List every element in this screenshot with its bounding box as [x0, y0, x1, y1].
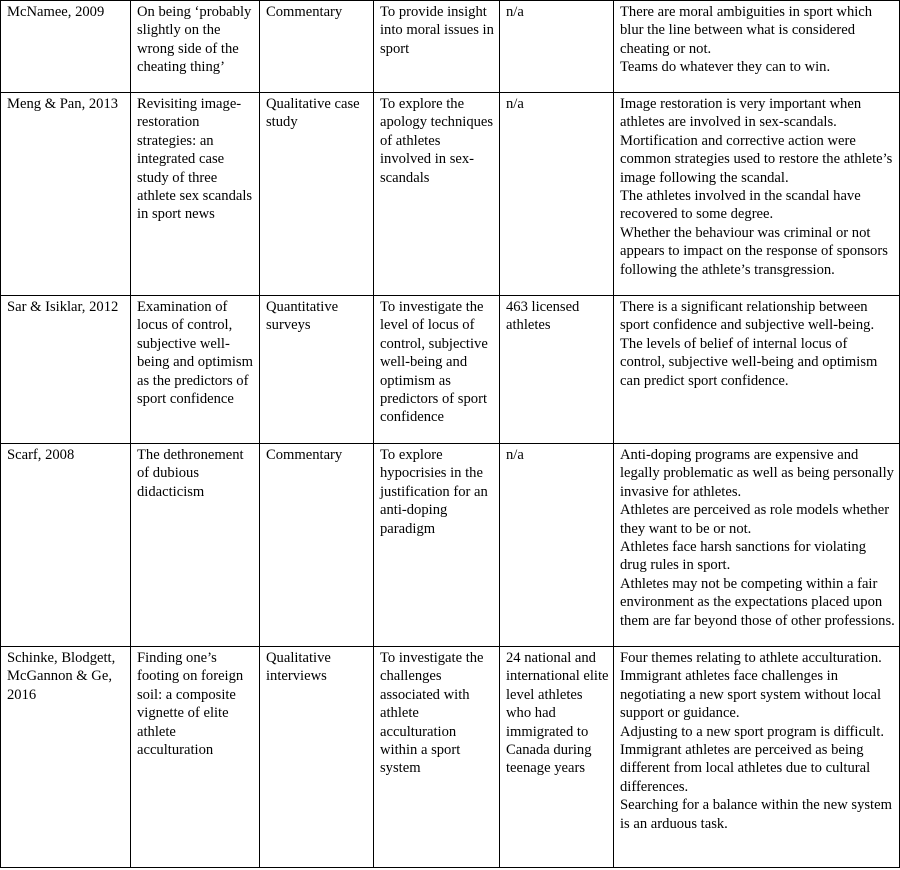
design-cell: Commentary [260, 444, 374, 647]
finding-text: Athletes face harsh sanctions for violating drug rules in sport. [620, 539, 866, 574]
finding-text: Athletes may not be competing within a fair environment as the expectations placed upon them are far beyond those of other professions. [620, 575, 895, 629]
finding-text: Immigrant athletes face challenges in negotiating a new sport system without local support or guidance. [620, 668, 882, 722]
sample-cell: 463 licensed athletes [500, 296, 614, 444]
sample-cell: n/a [500, 93, 614, 296]
table-row [1, 1, 900, 93]
author-cell: McNamee, 2009 [1, 1, 131, 93]
finding-text: There are moral ambiguities in sport which blur the line between what is considered cheating or not. [620, 4, 873, 57]
title-cell: On being ‘probably slightly on the wrong side of the cheating thing’ [131, 1, 260, 93]
table-row [1, 444, 900, 647]
finding-text: Adjusting to a new sport program is difficult. [620, 723, 885, 740]
finding-text: Immigrant athletes are perceived as being different from local athletes due to cultural differences. [620, 742, 871, 795]
table-row [1, 93, 900, 296]
finding-text: Athletes are perceived as role models whether they want to be or not. [620, 502, 890, 537]
finding-text: Anti-doping programs are expensive and legally problematic as well as being personally invasive for athletes. [620, 447, 894, 500]
findings-cell [614, 1, 900, 93]
finding-text: Searching for a balance within the new system is an arduous task. [620, 797, 892, 832]
finding-text: Whether the behaviour was criminal or not appears to impact on the response of sponsors following the athlete’s transgression. [620, 224, 888, 278]
finding-text: There is a significant relationship between sport confidence and subjective well-being. [620, 299, 875, 334]
findings-cell [614, 444, 900, 647]
sample-cell: n/a [500, 1, 614, 93]
design-cell: Quantitative surveys [260, 296, 374, 444]
design-cell: Qualitative case study [260, 93, 374, 296]
sample-cell: 24 national and international elite level athletes who had immigrated to Canada during teenage years [500, 647, 614, 868]
table-row [1, 296, 900, 444]
title-cell: Finding one’s footing on foreign soil: a composite vignette of elite athlete acculturation [131, 647, 260, 868]
design-cell: Commentary [260, 1, 374, 93]
finding-text: The levels of belief of internal locus of control, subjective well-being and optimism can predict sport confidence. [620, 335, 878, 389]
finding-text: Mortification and corrective action were common strategies used to restore the athlete’s image following the scandal. [620, 132, 893, 186]
aim-cell: To explore the apology techniques of athletes involved in sex-scandals [374, 93, 500, 296]
author-cell: Sar & Isiklar, 2012 [1, 296, 131, 444]
finding-text: Image restoration is very important when athletes are involved in sex-scandals. [620, 96, 862, 131]
author-cell: Meng & Pan, 2013 [1, 93, 131, 296]
table-row [1, 647, 900, 868]
aim-cell: To explore hypocrisies in the justification for an anti-doping paradigm [374, 444, 500, 647]
finding-text: Teams do whatever they can to win. [620, 59, 831, 76]
finding-text: The athletes involved in the scandal have recovered to some degree. [620, 188, 861, 223]
title-cell: Examination of locus of control, subjective well-being and optimism as the predictors of sport confidence [131, 296, 260, 444]
author-cell: Scarf, 2008 [1, 444, 131, 647]
aim-cell: To investigate the challenges associated with athlete acculturation within a sport system [374, 647, 500, 868]
author-cell: Schinke, Blodgett, McGannon & Ge, 2016 [1, 647, 131, 868]
findings-cell [614, 296, 900, 444]
findings-cell [614, 647, 900, 868]
finding-text: Four themes relating to athlete acculturation. [620, 650, 882, 666]
findings-cell [614, 93, 900, 296]
aim-cell: To investigate the level of locus of control, subjective well-being and optimism as predictors of sport confidence [374, 296, 500, 444]
title-cell: Revisiting image-restoration strategies: an integrated case study of three athlete sex scandals in sport news [131, 93, 260, 296]
design-cell: Qualitative interviews [260, 647, 374, 868]
title-cell: The dethronement of dubious didacticism [131, 444, 260, 647]
sample-cell: n/a [500, 444, 614, 647]
aim-cell: To provide insight into moral issues in sport [374, 1, 500, 93]
